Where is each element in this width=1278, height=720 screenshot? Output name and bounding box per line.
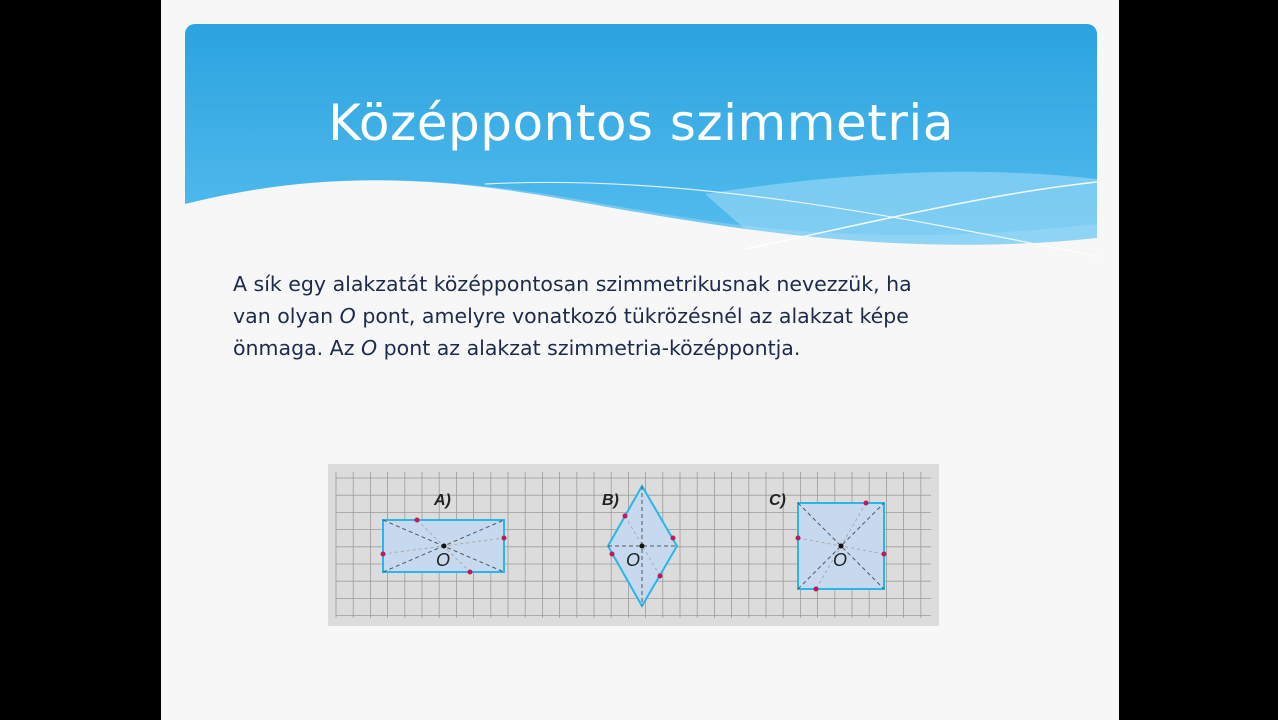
- text-segment: önmaga. Az: [233, 336, 361, 360]
- italic-o: O: [339, 304, 356, 328]
- definition-text: [233, 268, 993, 364]
- title-banner: [185, 24, 1097, 264]
- slide: [161, 0, 1119, 720]
- definition-line-1: A sík egy alakzatát középpontosan szimmetrikusnak nevezzük, ha: [233, 272, 912, 296]
- figure-label-b: B): [602, 492, 619, 509]
- text-segment: pont, amelyre vonatkozó tükrözésnél az alakzat képe: [355, 304, 909, 328]
- symmetry-figure: [328, 464, 939, 626]
- figure-label-a: A): [434, 492, 451, 509]
- center-label-a: O: [436, 550, 451, 570]
- center-label-c: O: [833, 550, 848, 570]
- slide-title: Középpontos szimmetria: [328, 94, 954, 152]
- text-segment: van olyan: [233, 304, 340, 328]
- definition-line-3: [233, 332, 993, 364]
- italic-o: O: [360, 336, 378, 360]
- shape-c-square: [796, 501, 887, 592]
- grid-illustration: [328, 464, 939, 626]
- text-segment: pont az alakzat szimmetria-középpontja.: [377, 336, 801, 360]
- definition-line-2: [233, 300, 993, 332]
- center-label-b: O: [626, 550, 641, 570]
- figure-label-c: C): [769, 492, 786, 509]
